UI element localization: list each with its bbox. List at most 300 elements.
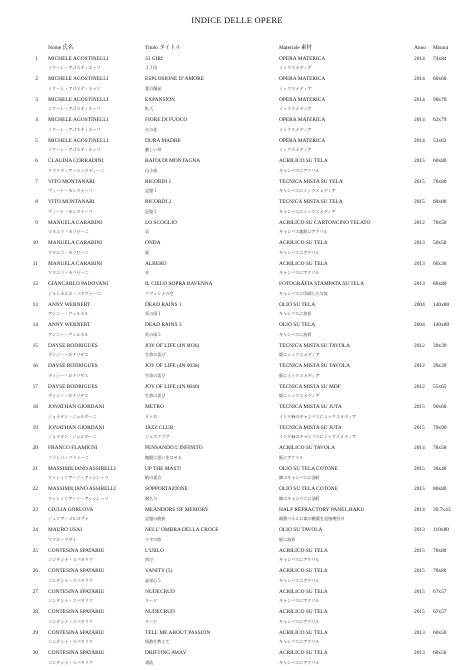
artist-name-jp: コンテシナ・スパタリウ xyxy=(48,618,93,624)
work-size: 55x65 xyxy=(433,383,447,390)
work-material-jp: キャンバスにアクリル xyxy=(279,618,320,624)
work-size: 67x57 xyxy=(433,588,447,595)
table-row-translation xyxy=(0,269,474,278)
row-number: 5 xyxy=(35,137,38,144)
table-row xyxy=(0,260,474,269)
table-row-translation xyxy=(0,597,474,606)
work-year: 2015 xyxy=(414,158,425,164)
artist-name: MICHELE AGOSTINELLI xyxy=(48,96,109,103)
work-material: OLIO SU TELA COTONE xyxy=(279,486,338,492)
work-title-jp: ヌード xyxy=(145,598,158,603)
work-material-jp: 板にアクリル xyxy=(279,454,304,460)
work-year: 2014 xyxy=(414,55,425,62)
work-material: ACRILICO SU TELA xyxy=(279,158,328,164)
work-material: ACRILICO SU TELA xyxy=(279,240,328,246)
table-row-translation xyxy=(0,146,474,155)
work-year: 2015 xyxy=(414,465,425,472)
row-number: 13 xyxy=(32,301,38,308)
artist-name: DAYSE RODRIGUES xyxy=(48,342,98,349)
work-material: TECNICA MISTA SU TAVOLA xyxy=(279,363,350,369)
table-row xyxy=(0,444,474,453)
work-year: 2013 xyxy=(414,281,425,287)
table-row xyxy=(0,198,474,207)
work-material-jp: キャンバスにミックスメディア xyxy=(279,188,336,193)
work-title-jp: 拡大 xyxy=(145,106,154,111)
work-title-jp: 記憶１ xyxy=(145,188,158,193)
row-number: 7 xyxy=(35,178,38,185)
artist-name-jp: コンテシナ・スパタリウ xyxy=(48,557,93,562)
work-size: 70x90 xyxy=(433,424,447,431)
work-material-jp: キャンバスにアクリル xyxy=(279,639,320,644)
row-number: 21 xyxy=(32,465,38,472)
work-year: 2015 xyxy=(414,609,425,615)
table-row-translation xyxy=(0,64,474,73)
table-row-translation xyxy=(0,249,474,258)
work-material: ACRILICO SU TELA xyxy=(279,650,328,656)
work-size: 39.7x43 xyxy=(433,506,451,513)
table-row xyxy=(0,485,474,494)
work-size: 60x60 xyxy=(433,76,447,82)
work-material: TECNICA MISTA SU MDF xyxy=(279,383,341,390)
artist-name: MAURO USAI xyxy=(48,527,82,533)
artist-name: CLAUDIA CORRADINI xyxy=(48,158,104,164)
artist-name: CONTESINA SPATARIU xyxy=(48,629,105,636)
work-year: 2004 xyxy=(414,322,425,328)
work-year: 2014 xyxy=(414,506,425,513)
table-row xyxy=(0,588,474,597)
table-row xyxy=(0,649,474,658)
table-row-translation xyxy=(0,474,474,483)
artist-name-jp: ヴィート・モンタナーリ xyxy=(48,208,93,214)
table-row xyxy=(0,424,474,433)
table-row xyxy=(0,321,474,330)
work-title-jp: 記憶の曲折 xyxy=(145,516,166,521)
table-row-translation xyxy=(0,495,474,504)
artist-name-jp: マッシミリアーノ・アッシレッリ xyxy=(48,475,109,480)
artist-name-jp: コンテシナ・スパタリウ xyxy=(48,598,93,603)
artist-name-jp: マヌエラ・カラビーニ xyxy=(48,249,89,255)
artist-name-jp: ミケーレ・アゴスティネッリ xyxy=(48,126,101,132)
work-material: TECNICA MISTA SU TELA xyxy=(279,199,343,205)
artist-name: MANUELA CARABINI xyxy=(48,240,103,246)
work-size: 60x80 xyxy=(433,158,447,164)
artist-name: MASSIMILIANO ASSIRELLI xyxy=(48,486,116,492)
table-row xyxy=(0,342,474,351)
artist-name: FRANCO FLAMIGNI xyxy=(48,445,98,451)
header-size: Misura xyxy=(433,45,449,51)
work-year: 2014 xyxy=(414,445,425,451)
work-year: 2012 xyxy=(414,383,425,390)
artist-name-jp: マッシミリアーノ・アッシレッリ xyxy=(48,495,109,501)
table-row xyxy=(0,629,474,638)
row-number: 19 xyxy=(32,424,38,431)
table-row xyxy=(0,526,474,535)
artist-name: CONTESINA SPATARIU xyxy=(48,547,105,554)
table-row-translation xyxy=(0,638,474,647)
artist-name-jp: コンテシナ・スパタリウ xyxy=(48,577,93,583)
work-material-jp: インド麻のキャンバスにミックスメディア xyxy=(279,434,357,439)
artist-name: ANNY WERNERT xyxy=(48,322,91,328)
work-material-jp: キャンバスにアクリル xyxy=(279,598,320,603)
row-number: 20 xyxy=(32,445,38,451)
table-row-translation xyxy=(0,536,474,545)
work-title: EXPANSION xyxy=(145,96,176,103)
row-number: 25 xyxy=(32,547,38,554)
row-number: 29 xyxy=(32,629,38,636)
work-title: NUDECRUD xyxy=(145,609,175,615)
work-title: BAITA DI MONTAGNA xyxy=(145,158,201,164)
table-row-translation xyxy=(0,187,474,196)
work-material: OPERA MATERICA xyxy=(279,55,326,62)
table-row-translation xyxy=(0,392,474,401)
work-size: 140x80 xyxy=(433,322,450,328)
work-year: 2012 xyxy=(414,219,425,226)
artist-name-jp: ジュリア・ゴルロヴァ xyxy=(48,516,89,521)
row-number: 12 xyxy=(32,281,38,287)
row-number: 27 xyxy=(32,588,38,595)
work-material-jp: 綿のキャンバスに油彩 xyxy=(279,495,320,501)
work-title: L'URLO xyxy=(145,547,164,554)
table-row xyxy=(0,403,474,412)
work-year: 2013 xyxy=(414,240,425,246)
table-row xyxy=(0,137,474,146)
work-year: 2015 xyxy=(414,547,425,554)
work-size: 80x80 xyxy=(433,486,447,492)
work-size: 53x63 xyxy=(433,137,447,144)
row-number: 17 xyxy=(32,383,38,390)
table-row-translation xyxy=(0,331,474,340)
work-title-jp: 岩 xyxy=(145,229,150,234)
work-material: ACRILICO SU TELA xyxy=(279,547,328,554)
work-title-jp: 山小屋 xyxy=(145,167,158,173)
row-number: 2 xyxy=(35,76,38,82)
artist-name: CONTESINA SPATARIU xyxy=(48,588,105,595)
work-size: 60x30 xyxy=(433,260,447,267)
work-material: TECNICA MISTA SU JUTA xyxy=(279,404,342,410)
work-size: 74x84 xyxy=(433,55,447,62)
table-row-translation xyxy=(0,105,474,114)
work-title: METRO xyxy=(145,404,164,410)
work-material: HALF REFRACTORY PANEL,RAKU xyxy=(279,506,365,513)
header-name: Nome 氏名 xyxy=(48,45,74,51)
artist-name-jp: アンニー・ヴェルネル xyxy=(48,331,89,337)
header-title: Titolo タイトル xyxy=(145,45,181,51)
work-title: NELL' OMBRA DELLA CROCE xyxy=(145,527,219,533)
work-material: OLIO SU TELA xyxy=(279,301,316,308)
table-row-translation xyxy=(0,577,474,586)
table-header xyxy=(0,44,474,53)
work-size: 30x40 xyxy=(433,465,447,472)
work-size: 70x80 xyxy=(433,568,447,574)
artist-name-jp: ジャンカルロ・パドヴァーニ xyxy=(48,290,102,296)
table-row-translation xyxy=(0,85,474,94)
table-row-translation xyxy=(0,618,474,627)
work-year: 2012 xyxy=(414,363,425,369)
work-material-jp: ミックスメディア xyxy=(279,85,312,91)
artist-name: CONTESINA SPATARIU xyxy=(48,568,105,574)
table-row-translation xyxy=(0,167,474,176)
work-size: 50x50 xyxy=(433,240,447,246)
work-size: 39x39 xyxy=(433,342,447,349)
artist-name-jp: デイジー・ロドリゲス xyxy=(48,372,89,378)
work-material-jp: ミックスメディア xyxy=(279,106,312,111)
work-size: 70x50 xyxy=(433,219,447,226)
work-title-jp: 生命の喜び xyxy=(145,352,166,357)
row-number: 8 xyxy=(35,199,38,205)
row-number: 9 xyxy=(35,219,38,226)
table-row xyxy=(0,280,474,289)
work-material-jp: キャンバスにアクリル xyxy=(279,577,320,583)
work-material: ACRILICO SU CARTONCINO TELATO xyxy=(279,219,371,226)
work-title-jp: 死の雨１ xyxy=(145,311,162,316)
artist-name: ANNY WERNERT xyxy=(48,301,91,308)
work-title: JOY OF LIFE (4N 0040) xyxy=(145,383,200,390)
artist-name: GIANCARLO PADOVANI xyxy=(48,281,109,287)
work-title-jp: ジャズクラブ xyxy=(145,434,170,439)
work-material: TECNICA MISTA SU TAVOLA xyxy=(279,342,350,349)
work-material: TECNICA MISTA SU TELA xyxy=(279,178,343,185)
work-title-jp: 波 xyxy=(145,249,150,255)
work-title-jp: 帆の頂点 xyxy=(145,475,162,480)
artist-name: VITO MONTANARI xyxy=(48,178,95,185)
work-title-jp: 死の雨３ xyxy=(145,331,162,337)
work-size: 110x80 xyxy=(433,527,449,533)
work-title: IL CIELO SOPRA RAVENNA xyxy=(145,281,213,287)
row-number: 18 xyxy=(32,404,38,410)
work-title-jp: ヌード xyxy=(145,618,158,624)
page-title: INDICE DELLE OPERE xyxy=(191,15,283,25)
work-title: RICORDI 2 xyxy=(145,199,172,205)
work-title-jp: 十字の影 xyxy=(145,536,162,542)
work-material: ACRILICO SU TELA xyxy=(279,609,328,615)
work-material: OPERA MATERICA xyxy=(279,117,326,123)
work-title: PENSANDO L'INFINITO xyxy=(145,445,203,451)
work-year: 2015 xyxy=(414,486,425,492)
artist-name: JONATHAN GIORDANI xyxy=(48,424,105,431)
work-title-jp: 火の花 xyxy=(145,126,158,132)
work-material: ACRILICO SU TELA xyxy=(279,588,328,595)
table-row xyxy=(0,567,474,576)
row-number: 26 xyxy=(32,568,38,574)
table-row-translation xyxy=(0,454,474,463)
work-material-jp: キャンバスに油彩 xyxy=(279,331,312,337)
table-row-translation xyxy=(0,351,474,360)
work-title: JOY OF LIFE (4N 0038) xyxy=(145,363,200,369)
work-material-jp: 板にミックスメディア xyxy=(279,372,320,378)
artist-name-jp: ジョナタン・ジョルダーニ xyxy=(48,413,97,419)
row-number: 1 xyxy=(35,55,38,62)
work-title: SOPPORTAZIONE xyxy=(145,486,188,492)
work-title-jp: ラヴェンナの空 xyxy=(145,290,174,296)
work-year: 2015 xyxy=(414,199,425,205)
work-material-jp: キャンバスに印刷した写真 xyxy=(279,290,328,296)
artist-name: DAYSE RODRIGUES xyxy=(48,363,98,369)
row-number: 11 xyxy=(32,260,38,267)
artist-name-jp: フランコ・フラミーニ xyxy=(48,454,89,460)
work-title: NUDECRUD xyxy=(145,588,175,595)
work-year: 2015 xyxy=(414,568,425,574)
row-number: 24 xyxy=(32,527,38,533)
work-title: ONDA xyxy=(145,240,161,246)
row-number: 15 xyxy=(32,342,38,349)
row-number: 14 xyxy=(32,322,38,328)
table-row xyxy=(0,608,474,617)
artist-name: JONATHAN GIORDANI xyxy=(48,404,105,410)
artist-name-jp: クラウディア・コッラディーニ xyxy=(48,167,105,173)
work-year: 2013 xyxy=(414,650,425,656)
work-size: 90x60 xyxy=(433,404,447,410)
row-number: 16 xyxy=(32,363,38,369)
work-size: 39x39 xyxy=(433,363,447,369)
work-material-jp: ミックスメディア xyxy=(279,65,312,70)
work-title: ESPLOSIONE D' AMORE xyxy=(145,76,205,82)
artist-name-jp: ヴィート・モンタナーリ xyxy=(48,188,93,193)
work-material: ACRILICO SU TELA xyxy=(279,568,328,574)
work-title-jp: 生命の喜び xyxy=(145,372,166,378)
table-row xyxy=(0,362,474,371)
work-material-jp: キャンバスに油彩 xyxy=(279,311,312,316)
work-material-jp: 板にミックスメディア xyxy=(279,352,320,357)
work-title: DURA MADRE xyxy=(145,137,181,144)
work-year: 2015 xyxy=(414,404,425,410)
work-year: 2012 xyxy=(414,342,425,349)
artist-name-jp: デイジー・ロドリゲス xyxy=(48,352,89,357)
work-title: ALBERO xyxy=(145,260,167,267)
work-title-jp: 情熱を教えて xyxy=(145,639,170,644)
work-material-jp: キャンバスにアクリル xyxy=(279,167,320,173)
work-year: 2014 xyxy=(414,76,425,82)
work-title: DRIFTING AWAY xyxy=(145,650,187,656)
artist-name-jp: デイジー・ロドリゲス xyxy=(48,393,89,398)
artist-name-jp: マヌエラ・カラビーニ xyxy=(48,229,89,234)
work-material-jp: 綿のキャンバスに油彩 xyxy=(279,475,320,480)
table-row-translation xyxy=(0,208,474,217)
work-title-jp: 叫び xyxy=(145,557,154,562)
row-number: 22 xyxy=(32,486,38,492)
work-title-jp: 耐久力 xyxy=(145,495,158,501)
work-material-jp: インド麻のキャンバスにミックスメディア xyxy=(279,413,357,419)
table-row xyxy=(0,75,474,84)
artist-name: CONTESINA SPATARIU xyxy=(48,609,105,615)
artist-name: MICHELE AGOSTINELLI xyxy=(48,76,109,82)
table-row-translation xyxy=(0,515,474,524)
work-title: 33 GIRI xyxy=(145,55,163,62)
table-row xyxy=(0,219,474,228)
artist-name: MICHELE AGOSTINELLI xyxy=(48,117,109,123)
work-title-jp: ３３回 xyxy=(145,65,158,70)
work-title: DEAD RAINS 1 xyxy=(145,301,182,308)
table-row xyxy=(0,383,474,392)
artist-name-jp: ミケーレ・アゴスティネッリ xyxy=(48,147,101,152)
artist-name-jp: マヌエラ・カラビーニ xyxy=(48,270,89,275)
table-row xyxy=(0,301,474,310)
table-row xyxy=(0,96,474,105)
table-row-translation xyxy=(0,310,474,319)
work-material: FOTOGRAFIA STAMPATA SU TELA xyxy=(279,281,365,287)
work-title: TELL ME ABOUT PASSION xyxy=(145,629,211,636)
table-row-translation xyxy=(0,433,474,442)
work-size: 60x80 xyxy=(433,199,447,205)
work-title-jp: 愛の爆発 xyxy=(145,85,162,91)
table-row xyxy=(0,465,474,474)
work-material-jp: ミックスメディア xyxy=(279,147,312,152)
work-material-jp: キャンバスにミックスメディア xyxy=(279,208,336,214)
table-row xyxy=(0,178,474,187)
work-year: 2015 xyxy=(414,588,425,595)
work-material: ACRILICO SU TAVOLA xyxy=(279,445,335,451)
artist-name-jp: コンテシナ・スパタリウ xyxy=(48,659,93,665)
work-material-jp: 板にミックスメディア xyxy=(279,393,320,398)
work-title: UP THE MAST! xyxy=(145,465,182,472)
work-title-jp: 生命の喜び xyxy=(145,393,166,398)
work-material-jp: キャンバスにアクリル xyxy=(279,557,320,562)
table-row-translation xyxy=(0,290,474,299)
work-material: ACRILICO SU TELA xyxy=(279,629,328,636)
artist-name: MICHELE AGOSTINELLI xyxy=(48,55,109,62)
work-year: 2013 xyxy=(414,527,425,533)
row-number: 4 xyxy=(35,117,38,123)
table-row xyxy=(0,239,474,248)
work-material-jp: ミックスメディア xyxy=(279,126,312,132)
artist-name-jp: ミケーレ・アゴスティネッリ xyxy=(48,106,101,111)
work-size: 90x70 xyxy=(433,96,447,103)
work-year: 2014 xyxy=(414,96,425,103)
work-year: 2015 xyxy=(414,178,425,185)
work-material-jp: キャンバスにアクリル xyxy=(279,249,320,255)
artist-name: GIULIA GORLOVA xyxy=(48,506,94,513)
work-title: JOY OF LIFE (4N 0036) xyxy=(145,342,200,349)
table-row-translation xyxy=(0,228,474,237)
work-title-jp: メトロ xyxy=(145,413,158,419)
header-year: Anno xyxy=(414,45,426,51)
work-size: 70x80 xyxy=(433,547,447,554)
work-material-jp: キャンバス地紙にアクリル xyxy=(279,229,328,234)
artist-name: CONTESINA SPATARIU xyxy=(48,650,105,656)
table-row xyxy=(0,547,474,556)
work-title: RICORDI 1 xyxy=(145,178,172,185)
work-size: 78x58 xyxy=(433,445,447,451)
work-material: OPERA MATERICA xyxy=(279,96,326,103)
work-material: ACRILICO SU TELA xyxy=(279,260,328,267)
work-title-jp: 無限に思いをはせる xyxy=(145,454,182,460)
work-material: OPERA MATERICA xyxy=(279,137,326,144)
artist-name-jp: アンニー・ヴェルネル xyxy=(48,311,89,316)
work-year: 2013 xyxy=(414,260,425,267)
work-size: 60x50 xyxy=(433,629,447,636)
work-material-jp: 耐熱パネルに楽の釉薬を直接焼付け xyxy=(279,516,345,521)
row-number: 28 xyxy=(32,609,38,615)
work-year: 2004 xyxy=(414,301,425,308)
work-material: OPERA MATERICA xyxy=(279,76,326,82)
work-year: 2014 xyxy=(414,117,425,123)
work-size: 80x80 xyxy=(433,281,447,287)
artist-name: MANUELA CARABINI xyxy=(48,219,103,226)
work-material-jp: 板に油彩 xyxy=(279,536,296,542)
header-material: Materiale 素材 xyxy=(279,45,312,51)
work-title-jp: 漂流 xyxy=(145,659,154,665)
artist-name-jp: マウロ・ウザイ xyxy=(48,536,77,542)
table-row-translation xyxy=(0,126,474,135)
work-material-jp: キャンバスにアクリル xyxy=(279,659,320,665)
work-year: 2014 xyxy=(414,137,425,144)
work-size: 67x57 xyxy=(433,609,447,615)
table-row xyxy=(0,116,474,125)
work-title: JAZZ CLUB xyxy=(145,424,174,431)
work-material: OLIO SU TAVOLA xyxy=(279,527,323,533)
row-number: 6 xyxy=(35,158,38,164)
work-title-jp: 記憶２ xyxy=(145,208,158,214)
work-title: VANITY (5) xyxy=(145,568,173,574)
